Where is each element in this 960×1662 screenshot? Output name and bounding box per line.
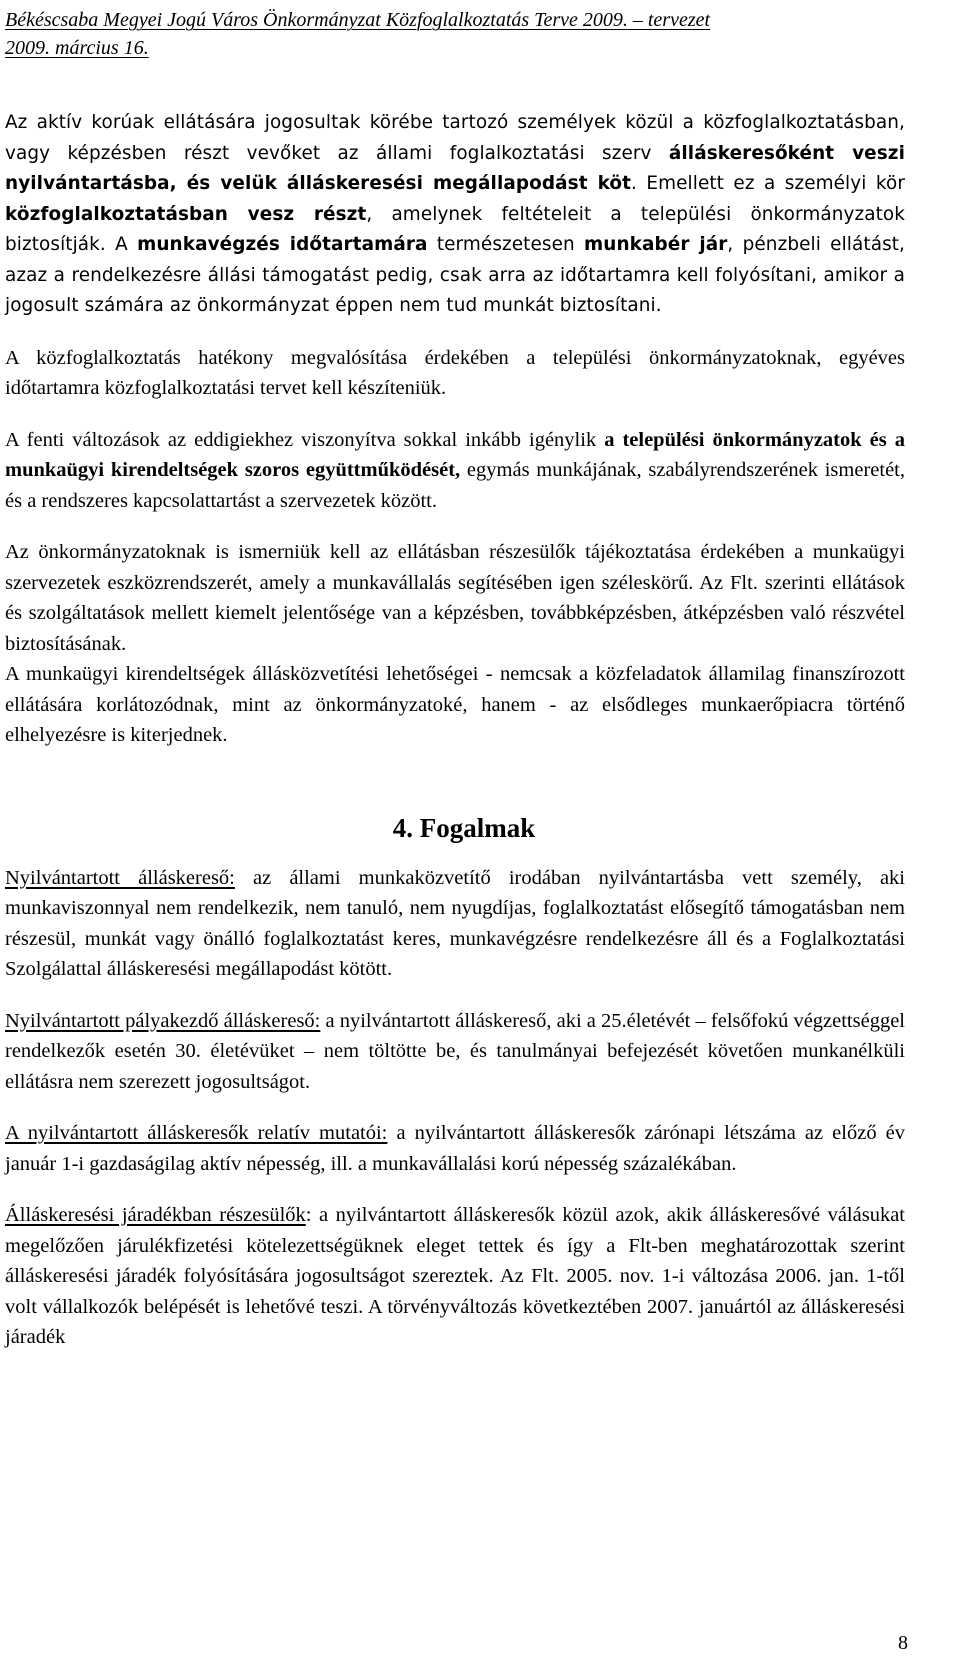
section-definitions xyxy=(5,863,905,1353)
header-date: 2009. március 16. xyxy=(5,37,149,59)
definition-term: A nyilvántartott álláskeresők relatív mutatói: xyxy=(5,1122,388,1144)
definition-career-starter: Nyilvántartott pályakezdő álláskereső: a nyilvántartott álláskereső, aki a 25.életévét – felsőfokú végzettséggel rendelkezők esetén 30. életévüket – nem töltötte be, és tanulmányai befejezését követően munkanélküli ellátásra nem szerezett jogosultságot. xyxy=(5,1009,906,1093)
page-number: 8 xyxy=(898,1632,908,1654)
paragraph-placement: A munkaügyi kirendeltségek állásközvetítési lehetőségei - nemcsak a közfeladatok államilag finanszírozott ellátására korlátozódnak, mint az önkormányzatoké, hanem - az elsődleges munkaerőpiacra történő elhelyezésre is kiterjednek. xyxy=(5,663,905,746)
definition-registered-jobseeker: Nyilvántartott álláskereső: az állami munkaközvetítő irodában nyilvántartásba vett személy, aki munkaviszonnyal nem rendelkezik, nem tanuló, nem nyugdíjas, foglalkoztatást elősegítő támogatásban nem részesül, munkát vagy önálló foglalkoztatást keres, munkavégzésre rendelkezésre áll és a Foglalkoztatási Szolgálattal álláskeresési megállapodást kötött. xyxy=(5,866,905,980)
paragraph-active-age-benefits: Az aktív korúak ellátására jogosultak körébe tartozó személyek közül a közfoglalkoztatásban, vagy képzésben részt vevőket az állami foglalkoztatási szerv álláskeresőként veszi nyilvántartásba, és velük álláskeresési megállapodást köt. Emellett ez a személyi kör közfoglalkoztatásban vesz részt, amelynek feltételeit a települési önkormányzatok biztosítják. A munkavégzés időtartamára természetesen munkabér jár, pénzbeli ellátást, azaz a rendelkezésre állási támogatást pedig, csak arra az időtartamra kell folyósítani, amikor a jogosult számára az önkormányzat éppen nem tud munkát biztosítani. xyxy=(5,112,906,316)
definition-term: Nyilvántartott pályakezdő álláskereső: xyxy=(5,1009,321,1032)
document-page xyxy=(5,0,905,1353)
definition-relative-indicators: A nyilvántartott álláskeresők relatív mutatói: a nyilvántartott álláskeresők zárónapi létszáma az előző év január 1-i gazdaságilag aktív népesség, ill. a munkavállalási korú népesség százalékában. xyxy=(5,1122,905,1175)
header-separator: – xyxy=(627,9,648,31)
paragraph-toolset: Az önkormányzatoknak is ismerniük kell az ellátásban részesülők tájékoztatása érdekében a munkaügyi szervezetek eszközrendszerét, amely a munkavállalás segítésében igen széleskörű. Az Flt. szerinti ellátások és szolgáltatások mellett kiemelt jelentősége van a képzésben, továbbképzésben, átképzésben való részvétel biztosításának. xyxy=(5,541,905,655)
paragraph-employment-plan: A közfoglalkoztatás hatékony megvalósítása érdekében a települési önkormányzatoknak, egyéves időtartamra közfoglalkoztatási tervet kell készíteniük. xyxy=(5,346,905,399)
section-public-employment xyxy=(5,108,905,751)
paragraph-cooperation: A fenti változások az eddigiekhez viszonyítva sokkal inkább igénylik a települési önkormányzatok és a munkaügyi kirendeltségek szoros együttműködését, egymás munkájának, szabályrendszerének ismeretét, és a rendszeres kapcsolattartást a szervezetek között. xyxy=(5,428,905,512)
header-title: Békéscsaba Megyei Jogú Város Önkormányzat Közfoglalkoztatás Terve 2009. xyxy=(5,9,628,31)
section-heading-definitions: 4. Fogalmak xyxy=(392,812,536,843)
definition-benefit-recipients: Álláskeresési járadékban részesülők: a nyilvántartott álláskeresők közül azok, akik álláskeresővé válásukat megelőzően járulékfizetési kötelezettségüknek eleget tettek és így a Flt-ben meghatározottak szerint álláskeresési járadék folyósítására jogosultságot szereztek. Az Flt. 2005. nov. 1-i változása 2006. jan. 1-től volt vállalkozók belépését is lehetővé teszi. A törvényváltozás következtében 2007. januártól az álláskeresési járadék xyxy=(5,1204,905,1348)
running-header xyxy=(5,6,905,62)
header-draft-label: tervezet xyxy=(647,9,711,31)
definition-term: Nyilvántartott álláskereső: xyxy=(5,866,235,889)
definition-term: Álláskeresési járadékban részesülők xyxy=(5,1204,306,1226)
